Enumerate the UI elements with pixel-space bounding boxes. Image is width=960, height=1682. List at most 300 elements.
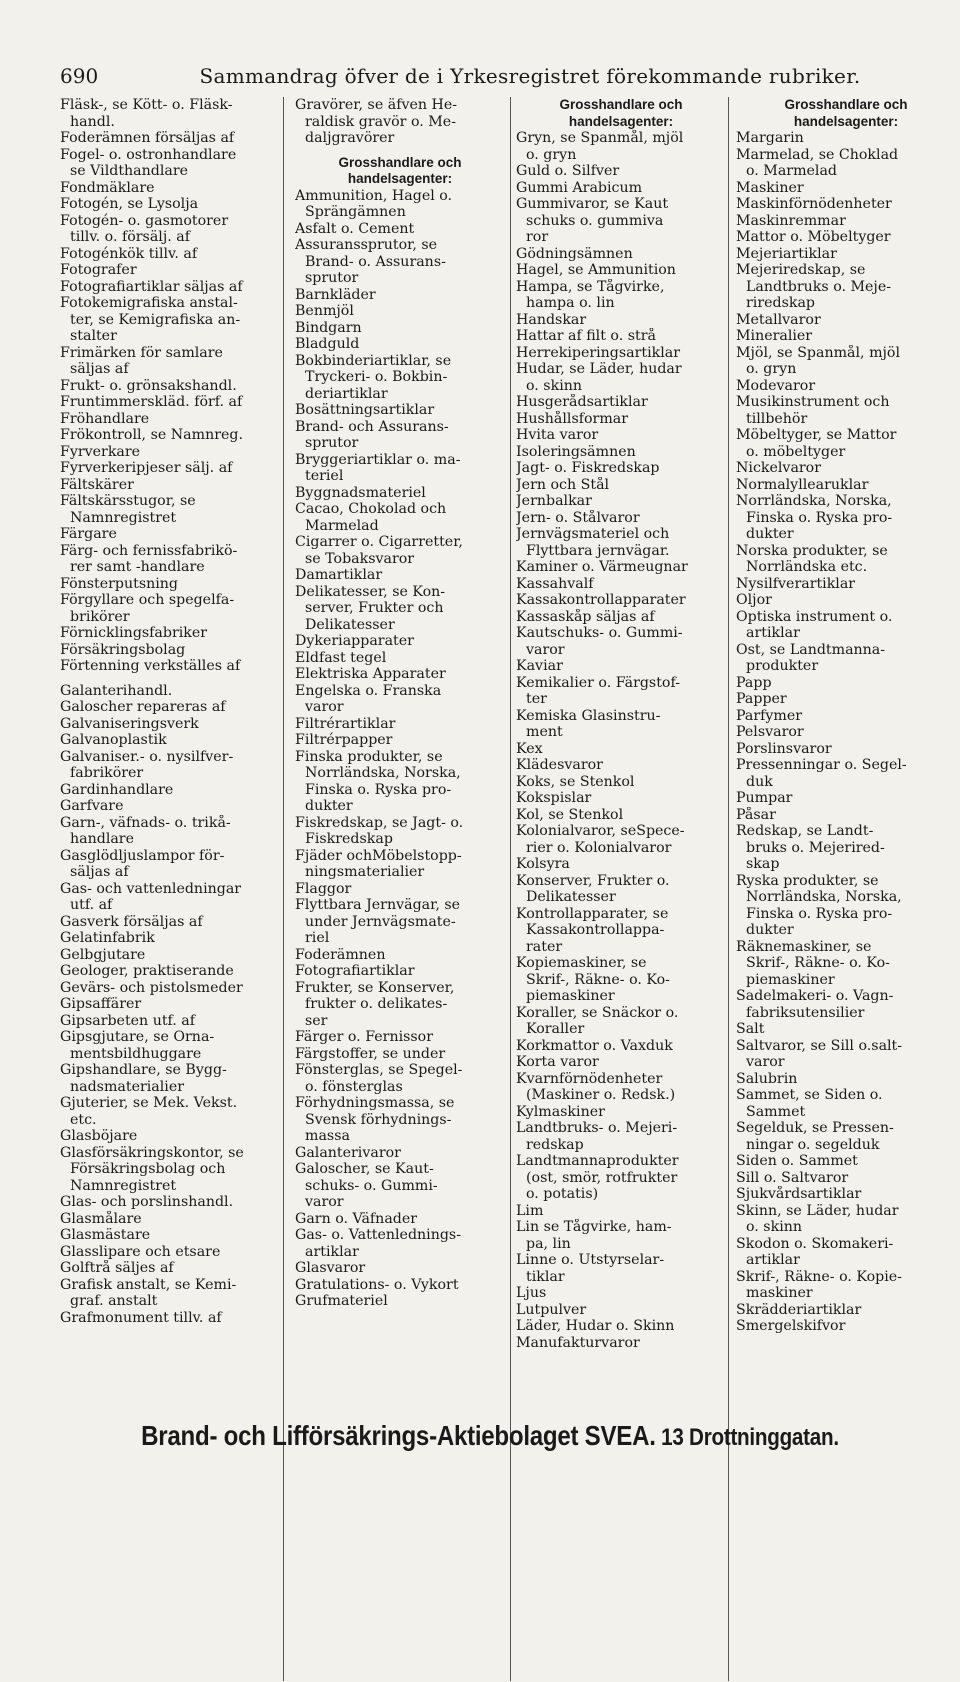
index-entry: Koraller, se Snäckor o. (516, 1004, 679, 1021)
index-entry: Asfalt o. Cement (295, 220, 415, 237)
index-entry: artiklar (746, 1252, 800, 1268)
index-entry: Maskinremmar (736, 212, 846, 229)
index-entry: Galoscher, se Kaut- (295, 1161, 434, 1177)
index-entry: Tryckeri- o. Bokbin- (305, 369, 448, 385)
index-entry: sprutor (305, 435, 359, 451)
index-entry: Hushållsformar (516, 410, 629, 427)
index-entry: Jagt- o. Fiskredskap (516, 460, 660, 476)
index-entry: Gevärs- och pistolsmeder (60, 979, 243, 996)
index-entry: Assuranssprutor, se (295, 237, 438, 253)
index-entry: utf. af (70, 897, 113, 913)
index-entry: Glasslipare och etsare (60, 1243, 221, 1260)
section-heading: Grosshandlare och (338, 154, 462, 170)
index-entry: Ost, se Landtmanna- (736, 641, 886, 658)
index-entry: Färger o. Fernissor (295, 1029, 434, 1045)
index-entry: Mattor o. Möbeltyger (736, 229, 891, 245)
index-entry: Modevaror (736, 377, 816, 394)
index-entry: Förhydningsmassa, se (295, 1095, 455, 1111)
index-entry: Fönsterglas, se Spegel- (295, 1062, 463, 1078)
index-entry: Gasverk försäljas af (60, 913, 203, 930)
index-entry: Smergelskifvor (736, 1318, 846, 1334)
index-entry: o. potatis) (526, 1186, 599, 1202)
index-entry: se Vildthandlare (70, 163, 189, 179)
index-entry: Pelsvaror (736, 724, 804, 740)
index-entry: Sammet, se Siden o. (736, 1087, 883, 1103)
index-entry: Gödningsämnen (516, 245, 633, 262)
index-entry: Filtrérartiklar (295, 715, 396, 732)
index-entry: Gummivaror, se Kaut (516, 196, 669, 212)
index-entry: Engelska o. Franska (295, 682, 442, 699)
index-entry: ningsmaterialier (305, 864, 425, 880)
index-entry: Norska produkter, se (736, 542, 888, 559)
index-entry: tillv. o. försälj. af (70, 229, 190, 245)
index-entry: maskiner (746, 1285, 813, 1301)
index-entry: Marmelad, se Choklad (736, 146, 899, 163)
index-entry: Linne o. Utstyrselar- (516, 1252, 665, 1268)
index-entry: Hvita varor (516, 427, 599, 443)
index-entry: rer samt -handlare (70, 559, 205, 575)
index-entry: Frukter, se Konserver, (295, 979, 455, 996)
index-entry: Konserver, Frukter o. (516, 872, 670, 889)
index-entry: Galoscher repareras af (60, 699, 226, 715)
index-entry: Benmjöl (295, 303, 354, 319)
footer-company: Brand- och Lifförsäkrings-Aktiebolaget SVEA. (141, 1420, 656, 1451)
index-entry: Marmelad (305, 517, 379, 534)
index-entry: Glasmålare (60, 1210, 142, 1227)
index-entry: dukter (305, 798, 353, 814)
index-entry: Gravörer, se äfven He- (295, 97, 458, 113)
index-entry: Segelduk, se Pressen- (736, 1120, 894, 1136)
index-entry: piemaskiner (746, 971, 835, 988)
index-entry: deriartiklar (305, 385, 388, 402)
index-entry: Kolonialvaror, seSpece- (516, 823, 685, 839)
index-entry: Gas- och vattenledningar (60, 880, 242, 897)
index-entry: o. skinn (746, 1219, 803, 1235)
index-entry: Glasförsäkringskontor, se (60, 1144, 244, 1161)
index-entry: Parfymer (736, 707, 803, 724)
index-entry: Byggnadsmateriel (295, 484, 426, 501)
index-entry: artiklar (305, 1243, 359, 1260)
index-entry: Kvarnförnödenheter (516, 1070, 663, 1087)
index-entry: Landtmannaprodukter (516, 1153, 679, 1169)
index-entry: Filtrérpapper (295, 732, 393, 748)
index-entry: Fotogénkök tillv. af (60, 245, 198, 262)
index-entry: Handskar (516, 311, 587, 328)
index-entry: Färgstoffer, se under (295, 1045, 446, 1062)
index-entry: Kex (516, 740, 543, 757)
index-entry: nadsmaterialier (70, 1078, 184, 1095)
index-entry: Fläsk-, se Kött- o. Fläsk- (60, 97, 233, 113)
index-entry: säljas af (70, 361, 129, 377)
index-entry (60, 675, 275, 683)
index-entry: Lim (516, 1202, 544, 1219)
index-entry: rater (526, 938, 563, 955)
index-entry: Fruntimmerskläd. förf. af (60, 394, 243, 410)
index-entry: Mjöl, se Spanmål, mjöl (736, 344, 901, 361)
index-entry: Damartiklar (295, 567, 383, 583)
index-entry: Galanterivaror (295, 1144, 401, 1161)
index-entry: Koks, se Stenkol (516, 773, 635, 790)
index-entry: Nysilfverartiklar (736, 575, 856, 592)
index-entry: Fogel- o. ostronhandlare (60, 146, 237, 163)
index-entry: Glasvaror (295, 1260, 366, 1276)
index-entry: Golftrå säljes af (60, 1260, 174, 1276)
index-entry: Papp (736, 674, 772, 691)
index-entry: piemaskiner (526, 988, 615, 1004)
index-entry: Kontrollapparater, se (516, 905, 669, 922)
index-entry: Gelatinfabrik (60, 930, 155, 946)
index-entry: Redskap, se Landt- (736, 823, 874, 839)
index-entry: Lutpulver (516, 1301, 587, 1318)
index-entry: Pumpar (736, 790, 793, 806)
index-entry: Förtenning verkställes af (60, 658, 241, 674)
index-entry: ment (526, 724, 563, 740)
index-entry: Namnregistret (70, 1177, 177, 1194)
index-entry: Försäkringsbolag och (70, 1161, 226, 1177)
section-heading: handelsagenter: (793, 113, 899, 129)
index-entry: Finska o. Ryska pro- (305, 781, 452, 798)
index-entry: Skodon o. Skomakeri- (736, 1235, 894, 1252)
index-entry: tillbehör (746, 410, 808, 427)
index-entry: Finska produkter, se (295, 748, 443, 765)
index-entry: Glasböjare (60, 1128, 138, 1144)
index-entry: Mejeriartiklar (736, 245, 837, 262)
index-entry: Flyttbara Jernvägar, se (295, 897, 461, 913)
index-entry: Gas- o. Vattenlednings- (295, 1227, 462, 1243)
index-entry: Kokspislar (516, 790, 592, 806)
index-entry: Salubrin (736, 1070, 798, 1087)
index-entry: Korta varor (516, 1054, 599, 1070)
index-entry: Förgyllare och spegelfa- (60, 592, 235, 608)
index-entry: Dykeriapparater (295, 633, 414, 649)
index-entry: server, Frukter och (305, 600, 444, 616)
index-entry: under Jernvägsmate- (305, 913, 456, 930)
page-header (60, 64, 920, 94)
index-entry: Jernvägsmateriel och (516, 526, 670, 542)
index-entry: raldisk gravör o. Me- (305, 113, 456, 130)
index-entry: Kemiska Glasinstru- (516, 707, 661, 724)
index-entry: ser (305, 1012, 328, 1029)
index-entry: Gummi Arabicum (516, 179, 643, 196)
index-entry: Brand- o. Assurans- (305, 253, 446, 270)
index-entry: Skrädderiartiklar (736, 1301, 862, 1318)
index-entry: Gipsaffärer (60, 996, 142, 1012)
index-entry: Frimärken för samlare (60, 344, 223, 361)
index-entry: Skrif-, Räkne- o. Ko- (746, 955, 890, 971)
index-entry: Kassaskåp säljas af (516, 608, 655, 625)
index-entry: ror (526, 229, 549, 245)
index-entry: schuks o. gummiva (526, 212, 664, 229)
index-entry: Kemikalier o. Färgstof- (516, 674, 680, 691)
index-entry: ter (526, 691, 547, 707)
advertisement-footer (120, 1420, 860, 1460)
index-entry: artiklar (746, 625, 800, 641)
index-entry: o. möbeltyger (746, 443, 846, 460)
index-entry: Hagel, se Ammunition (516, 262, 676, 278)
index-entry: bruks o. Mejerired- (746, 839, 885, 856)
index-entry: Barnkläder (295, 286, 376, 303)
index-entry: produkter (746, 658, 819, 674)
index-entry: riredskap (746, 295, 815, 311)
index-entry: Delikatesser, se Kon- (295, 583, 446, 600)
index-entry: Sadelmakeri- o. Vagn- (736, 988, 894, 1004)
index-entry: Grafmonument tillv. af (60, 1309, 222, 1326)
index-entry: Jern- o. Stålvaror (516, 509, 640, 526)
index-entry: Delikatesser (305, 616, 395, 633)
index-entry: Normalyllearuklar (736, 476, 869, 493)
index-entry: Garfvare (60, 798, 124, 814)
index-entry: Bosättningsartiklar (295, 402, 435, 418)
index-entry: Kautschuks- o. Gummi- (516, 625, 683, 641)
index-entry: Sjukvårdsartiklar (736, 1186, 862, 1202)
index-entry: Geologer, praktiserande (60, 963, 234, 979)
index-entry: Mejeriredskap, se (736, 262, 866, 278)
index-entry: Försäkringsbolag (60, 641, 186, 658)
index-entry: Gryn, se Spanmål, mjöl (516, 130, 684, 146)
index-entry: varor (305, 1194, 344, 1210)
index-entry: pa, lin (526, 1235, 571, 1252)
index-entry: massa (305, 1128, 350, 1144)
index-entry: Fondmäklare (60, 179, 155, 196)
index-entry: Galvaniser.- o. nysilfver- (60, 748, 234, 765)
index-entry: Färgare (60, 526, 117, 542)
index-entry: Norrländska etc. (746, 559, 868, 575)
index-entry: Fotogén- o. gasmotorer (60, 212, 229, 229)
section-heading: handelsagenter: (568, 113, 674, 129)
index-entry: Papper (736, 691, 787, 707)
index-entry: Brand- och Assurans- (295, 418, 449, 435)
index-entry: Fotografiartiklar (295, 963, 415, 979)
index-entry: Kol, se Stenkol (516, 806, 624, 823)
index-entry: Fotogén, se Lysolja (60, 196, 199, 212)
index-entry: Gelbgjutare (60, 946, 146, 963)
index-entry: Garn o. Väfnader (295, 1210, 418, 1227)
index-entry: Kassakontrollappa- (526, 922, 665, 938)
index-entry: Ljus (516, 1285, 547, 1301)
index-entry: o. skinn (526, 377, 583, 394)
index-entry: brikörer (70, 608, 130, 625)
index-entry: Svensk förhydnings- (305, 1111, 452, 1128)
index-entry: Gratulations- o. Vykort (295, 1276, 459, 1293)
index-entry: se Tobaksvaror (305, 550, 415, 567)
index-entry: Flaggor (295, 880, 352, 897)
index-entry: Kaviar (516, 658, 563, 674)
index-entry: Bindgarn (295, 319, 362, 336)
index-entry: Guld o. Silfver (516, 163, 620, 179)
index-entry: Fönsterputsning (60, 575, 179, 592)
index-entry: hampa o. lin (526, 295, 615, 311)
index-entry: Läder, Hudar o. Skinn (516, 1318, 675, 1334)
index-entry: tiklar (526, 1268, 565, 1285)
index-entry: mentsbildhuggare (70, 1045, 202, 1062)
index-entry: Fyrverkare (60, 443, 141, 460)
index-entry: Gardinhandlare (60, 781, 174, 798)
index-entry: Saltvaror, se Sill o.salt- (736, 1037, 903, 1054)
index-entry: Fyrverkeripjeser sälj. af (60, 460, 233, 476)
index-entry: Namnregistret (70, 509, 177, 526)
index-entry: (ost, smör, rotfrukter (526, 1169, 678, 1186)
index-entry: Kolsyra (516, 856, 570, 872)
index-entry: Sill o. Saltvaror (736, 1169, 849, 1186)
index-entry: (Maskiner o. Redsk.) (526, 1087, 676, 1103)
index-entry: Cigarrer o. Cigarretter, (295, 534, 463, 550)
index-entry: Fjäder ochMöbelstopp- (295, 847, 462, 864)
index-entry: Foderämnen (295, 946, 386, 963)
page-title: Sammandrag öfver de i Yrkesregistret förekommande rubriker. (199, 64, 861, 88)
index-entry: fabrikörer (70, 765, 144, 781)
index-entry: Färg- och fernissfabrikö- (60, 542, 238, 559)
index-entry: Galvanoplastik (60, 732, 167, 748)
index-entry: ningar o. segelduk (746, 1136, 880, 1153)
index-entry: sprutor (305, 270, 359, 286)
index-entry: Oljor (736, 592, 772, 608)
index-entry: rier o. Kolonialvaror (526, 839, 672, 856)
index-entry: Möbeltyger, se Mattor (736, 427, 897, 443)
index-entry: Garn-, väfnads- o. trikå- (60, 814, 231, 831)
section-heading: handelsagenter: (347, 171, 453, 186)
index-entry: Grafisk anstalt, se Kemi- (60, 1276, 237, 1293)
index-entry: Klädesvaror (516, 757, 603, 773)
index-entry: Jernbalkar (516, 493, 592, 509)
index-entry: Kopiemaskiner, se (516, 955, 647, 971)
index-entry: Galvaniseringsverk (60, 715, 199, 732)
index-entry: fabriksutensilier (746, 1004, 865, 1021)
index-entry: Gipshandlare, se Bygg- (60, 1062, 227, 1078)
index-entry: Skrif-, Räkne- o. Ko- (526, 971, 670, 988)
index-entry: skap (746, 856, 780, 872)
index-entry: Fältskärer (60, 476, 134, 493)
index-entry: Ammunition, Hagel o. (295, 187, 453, 204)
index-entry: Finska o. Ryska pro- (746, 509, 893, 526)
index-entry: etc. (70, 1111, 97, 1128)
index-entry: Fotokemigrafiska anstal- (60, 295, 238, 311)
index-entry: duk (746, 773, 773, 790)
index-entry: Sammet (746, 1103, 806, 1120)
index-entry: Fiskredskap (305, 831, 393, 847)
index-entry: graf. anstalt (70, 1293, 158, 1309)
index-entry: Kassahvalf (516, 575, 594, 592)
index-entry: Porslinsvaror (736, 740, 832, 757)
index-entry: Grufmateriel (295, 1293, 388, 1309)
index-entry: Fotografer (60, 262, 137, 278)
index-entry: Förnicklingsfabriker (60, 625, 208, 641)
index-entry: Flyttbara jernvägar. (526, 542, 670, 559)
index-entry: varor (746, 1054, 785, 1070)
index-entry: schuks- o. Gummi- (305, 1177, 438, 1194)
index-entry: Elektriska Apparater (295, 666, 446, 682)
index-entry: Musikinstrument och (736, 394, 890, 410)
index-entry: Isoleringsämnen (516, 443, 636, 460)
section-heading: Grosshandlare och (784, 97, 908, 112)
index-entry: Gipsarbeten utf. af (60, 1012, 196, 1029)
index-entry: Glasmästare (60, 1227, 151, 1243)
index-entry: Landtbruks o. Meje- (746, 278, 892, 295)
index-entry: o. gryn (746, 361, 797, 377)
index-entry: varor (526, 641, 565, 658)
index-entry: riel (305, 930, 330, 946)
index-entry: Ryska produkter, se (736, 872, 879, 889)
index-entry: Skinn, se Läder, hudar (736, 1202, 899, 1219)
index-entry: Eldfast tegel (295, 649, 387, 666)
index-entry: säljas af (70, 864, 129, 880)
index-entry: Norrländska, Norska, (746, 889, 902, 905)
page-number: 690 (60, 64, 99, 88)
index-entry: Manufakturvaror (516, 1334, 640, 1351)
index-entry: Landtbruks- o. Mejeri- (516, 1120, 678, 1136)
index-entry: o. Marmelad (746, 163, 838, 179)
index-entry: Frökontroll, se Namnreg. (60, 427, 243, 443)
index-entry: o. fönsterglas (305, 1078, 403, 1095)
index-entry: Maskinförnödenheter (736, 196, 892, 212)
index-entry: Fiskredskap, se Jagt- o. (295, 814, 464, 831)
index-entry: Kassakontrollapparater (516, 592, 686, 608)
footer-address: 13 Drottninggatan. (655, 1424, 839, 1451)
index-entry: Räknemaskiner, se (736, 938, 872, 955)
index-entry: Optiska instrument o. (736, 608, 893, 625)
index-entry: handl. (70, 113, 115, 130)
index-entry: Frukt- o. grönsakshandl. (60, 377, 237, 394)
index-entry: frukter o. delikates- (305, 996, 448, 1012)
index-entry: Bryggeriartiklar o. ma- (295, 451, 461, 468)
index-entry: ter, se Kemigrafiska an- (70, 311, 241, 328)
index-entry: o. gryn (526, 146, 577, 163)
index-entry: Jern och Stål (516, 476, 610, 493)
index-entry: Norrländska, Norska, (305, 765, 461, 781)
index-entry: Delikatesser (526, 889, 616, 905)
index-entry: Kaminer o. Värmeugnar (516, 559, 688, 575)
index-entry: handlare (70, 831, 134, 847)
index-entry: Korkmattor o. Vaxduk (516, 1037, 673, 1054)
index-entry: Bokbinderiartiklar, se (295, 352, 452, 369)
index-entry: dukter (746, 922, 794, 938)
index-entry: Koraller (526, 1021, 585, 1037)
index-entry: Maskiner (736, 179, 804, 196)
index-entry: Margarin (736, 130, 804, 146)
index-entry: Påsar (736, 806, 776, 823)
index-entry: Cacao, Chokolad och (295, 501, 447, 517)
index-entry: Finska o. Ryska pro- (746, 905, 893, 922)
index-entry: Hudar, se Läder, hudar (516, 361, 682, 377)
index-entry: Herrekiperingsartiklar (516, 344, 681, 361)
index-entry: Norrländska, Norska, (736, 493, 892, 509)
index-entry: Gasglödljuslampor för- (60, 847, 225, 864)
index-entry: Fröhandlare (60, 410, 150, 427)
index-entry: redskap (526, 1136, 584, 1153)
index-entry: Gipsgjutare, se Orna- (60, 1029, 215, 1045)
index-entry: Sprängämnen (305, 204, 406, 220)
index-entry: Fältskärsstugor, se (60, 493, 196, 509)
index-entry: Lin se Tågvirke, ham- (516, 1219, 672, 1235)
index-entry: Mineralier (736, 328, 813, 344)
index-entry: Metallvaror (736, 311, 821, 328)
index-entry: Bladguld (295, 336, 360, 352)
index-entry: Kylmaskiner (516, 1103, 605, 1120)
index-entry (295, 147, 505, 155)
index-entry: Hampa, se Tågvirke, (516, 278, 665, 295)
index-entry: dukter (746, 526, 794, 542)
index-entry: Skrif-, Räkne- o. Kopie- (736, 1268, 902, 1285)
index-entry: stalter (70, 328, 117, 344)
index-entry: teriel (305, 468, 344, 484)
index-entry: Gjuterier, se Mek. Vekst. (60, 1095, 238, 1111)
index-entry: Siden o. Sammet (736, 1153, 858, 1169)
index-entry: Nickelvaror (736, 460, 822, 476)
index-entry: Foderämnen försäljas af (60, 130, 235, 146)
index-entry: Hattar af filt o. strå (516, 328, 656, 344)
index-entry: Salt (736, 1021, 765, 1037)
index-entry: Glas- och porslinshandl. (60, 1194, 234, 1210)
section-heading: Grosshandlare och (559, 97, 683, 112)
